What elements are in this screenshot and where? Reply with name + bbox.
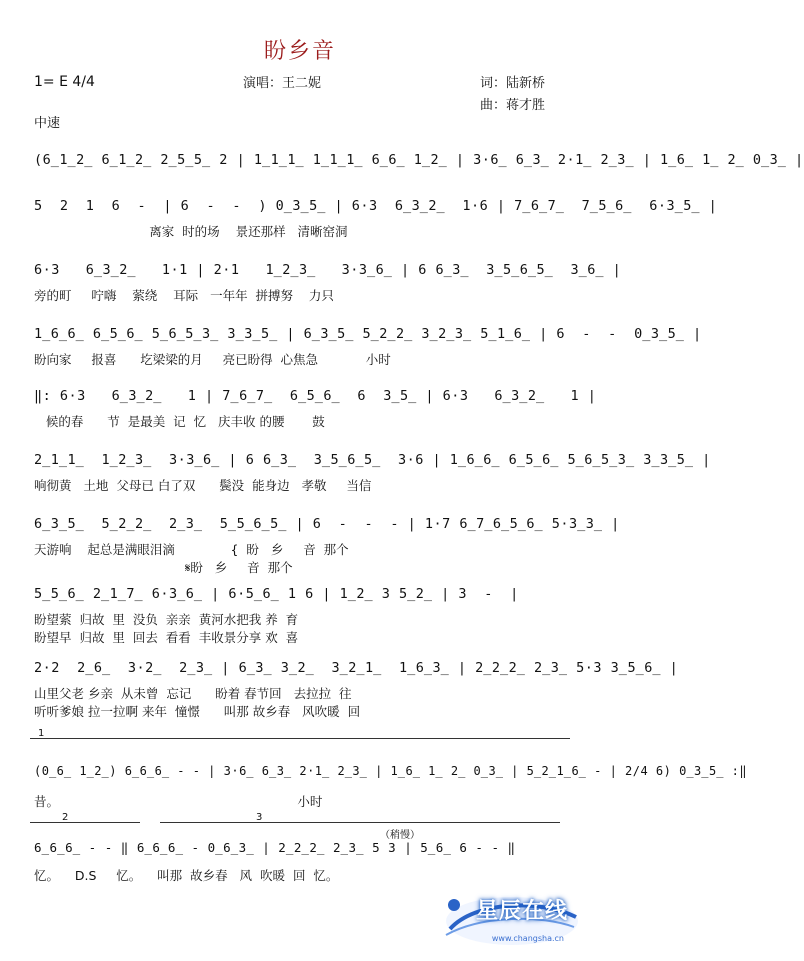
volta-bracket-3 [160, 822, 560, 823]
volta-2-label: 2 [62, 812, 69, 823]
notation-row-11: 6̲6̲6̲ - - ‖ 6̲6̲6̲ - 0̲6̲3̲ | 2̲2̲2̲ 2̲3̲ 5 3 | 5̲6̲ 6 - - ‖ [34, 840, 516, 855]
volta-3-label: 3 [256, 812, 263, 823]
lyric-row-8a: 盼望萦 归故 里 没负 亲亲 黄河水把我 养 育 [34, 612, 299, 627]
lyricist-credit: 词：陆新桥 [480, 76, 546, 91]
lyric-row-8b: 盼望早 归故 里 回去 看看 丰收景分享 欢 喜 [34, 630, 299, 645]
notation-row-4: 1̲6̲6̲ 6̲5̲6̲ 5̲6̲5̲3̲ 3̲3̲5̲ | 6̲3̲5̲ 5̲2̲2̲ 3̲2̲3̲ 5̲1̲6̲ | 6 - - 0̲3̲5̲ | [34, 326, 702, 342]
watermark-url: www.changsha.cn [491, 934, 564, 943]
lyric-row-7b: 𝄋盼 乡 音 那个 [34, 560, 293, 575]
singer-credit: 演唱：王二妮 [243, 76, 322, 91]
lyric-row-4: 盼向家 报喜 圪梁梁的月 亮已盼得 心焦急 小时 [34, 352, 391, 367]
lyric-row-3: 旁的町 咛嗨 萦绕 耳际 一年年 拼搏努 力只 [34, 288, 334, 303]
notation-row-10: (0̲6̲ 1̲2̲) 6̲6̲6̲ - - | 3·6̲ 6̲3̲ 2·1̲ 2̲3̲ | 1̲6̲ 1̲ 2̲ 0̲3̲ | 5̲2̲1̲6̲ - | 2/4 6) 0̲3̲5̲ :‖ [34, 764, 748, 778]
lyric-row-11: 忆。 D.S 忆。 叫那 故乡春 风 吹暖 回 忆。 [34, 868, 339, 883]
song-title: 盼乡音 [263, 39, 336, 64]
watermark-text: 星辰在线 [475, 899, 568, 924]
lyric-row-6: 响彻黄 土地 父母已 白了双 鬓没 能身边 孝敬 当信 [34, 478, 372, 493]
tempo-marking: 中速 [34, 116, 61, 131]
lyric-row-5: 候的春 节 是最美 记 忆 庆丰收 的腰 鼓 [34, 414, 325, 429]
composer-credit: 曲：蒋才胜 [480, 98, 546, 113]
volta-1-label: 1 [38, 728, 45, 739]
notation-row-7: 6̲3̲5̲ 5̲2̲2̲ 2̲3̲ 5̲5̲6̲5̲ | 6 - - - | 1·7 6̲7̲6̲5̲6̲ 5·3̲3̲ | [34, 516, 620, 532]
notation-row-5: ‖: 6·3 6̲3̲2̲ 1 | 7̲6̲7̲ 6̲5̲6̲ 6 3̲5̲ | 6·3 6̲3̲2̲ 1 | [34, 388, 597, 404]
volta-bracket-2 [30, 822, 140, 823]
notation-row-8: 5̲5̲6̲ 2̲1̲7̲ 6·3̲6̲ | 6·5̲6̲ 1 6 | 1̲2̲ 3 5̲2̲ | 3 - | [34, 586, 519, 602]
lyric-row-9b: 听听爹娘 拉一拉啊 来年 憧憬 叫那 故乡春 风吹暖 回 [34, 704, 361, 719]
notation-row-3: 6·3 6̲3̲2̲ 1·1 | 2·1 1̲2̲3̲ 3·3̲6̲ | 6 6̲3̲ 3̲5̲6̲5̲ 3̲6̲ | [34, 262, 622, 278]
volta-bracket-1 [30, 738, 570, 739]
notation-row-1: (6̲1̲2̲ 6̲1̲2̲ 2̲5̲5̲ 2 | 1̲1̲1̲ 1̲1̲1̲ 6̲6̲ 1̲2̲ | 3·6̲ 6̲3̲ 2·1̲ 2̲3̲ | 1̲6̲ 1̲ 2̲ 0̲3̲ | [34, 152, 804, 168]
notation-row-2: 5 2 1 6 - | 6 - - ) 0̲3̲5̲ | 6·3 6̲3̲2̲ 1·6 | 7̲6̲7̲ 7̲5̲6̲ 6·3̲5̲ | [34, 198, 718, 214]
notation-row-9: 2·2 2̲6̲ 3·2̲ 2̲3̲ | 6̲3̲ 3̲2̲ 3̲2̲1̲ 1̲6̲3̲ | 2̲2̲2̲ 2̲3̲ 5·3 3̲5̲6̲ | [34, 660, 679, 676]
key-signature: 1= E 4/4 [34, 74, 95, 90]
notation-row-6: 2̲1̲1̲ 1̲2̲3̲ 3·3̲6̲ | 6 6̲3̲ 3̲5̲6̲5̲ 3·6 | 1̲6̲6̲ 6̲5̲6̲ 5̲6̲5̲3̲ 3̲3̲5̲ | [34, 452, 711, 468]
lyric-row-9a: 山里父老 乡亲 从未曾 忘记 盼着 春节回 去拉拉 往 [34, 686, 352, 701]
lyric-row-7a: 天游响 起总是满眼泪滴 { 盼 乡 音 那个 [34, 542, 349, 557]
lyric-row-10: 昔。 小时 [34, 794, 323, 809]
lyric-row-2: 离家 时的场 景还那样 清晰窑洞 [34, 224, 348, 239]
slow-marking: （稍慢） [380, 830, 420, 841]
